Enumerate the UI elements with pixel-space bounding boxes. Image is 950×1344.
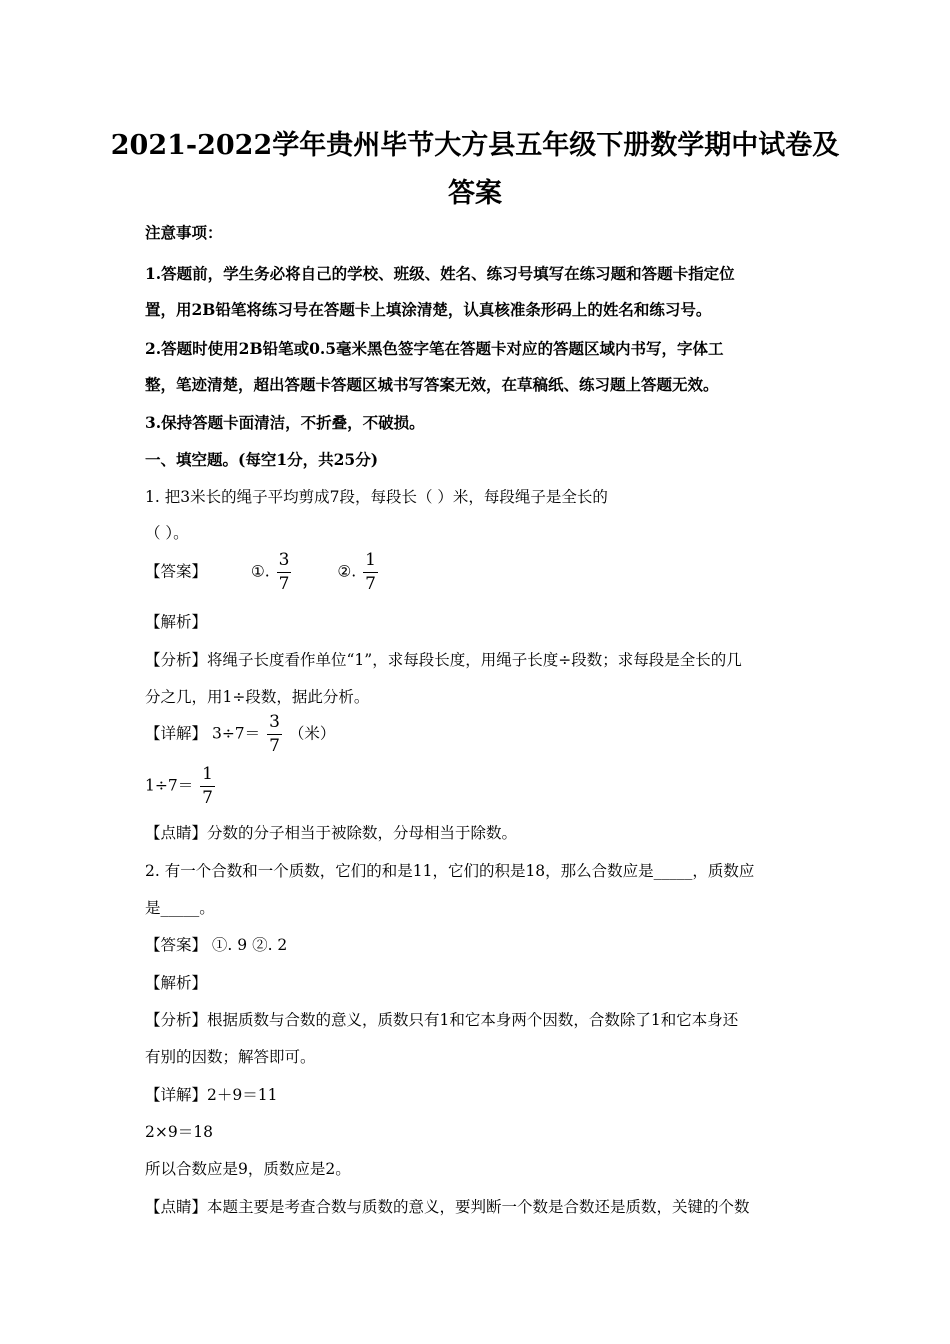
xiangjie-tag: 【详解】: [145, 724, 208, 743]
answer-mark-2: ②.: [337, 562, 357, 581]
calc-2-fraction: [200, 766, 215, 807]
answer-fraction-1: [277, 552, 292, 593]
notice-item-1-line-1: 1.答题前，学生务必将自己的学校、班级、姓名、练习号填写在练习题和答题卡指定位: [145, 264, 735, 283]
answer-fraction-2: [363, 552, 378, 593]
xiangjie-expression: 3÷7＝: [211, 724, 261, 743]
question-2-fenxi-line-2: 有别的因数；解答即可。: [145, 1048, 316, 1066]
question-1-fenxi-line-1: 【分析】将绳子长度看作单位“1”，求每段长度，用绳子长度÷段数；求每段是全长的几: [145, 651, 742, 669]
question-2-line-2: 是_____。: [145, 899, 215, 917]
answer-fraction-2-numerator: 1: [363, 552, 378, 573]
answer-fraction-1-numerator: 3: [277, 552, 292, 573]
notice-item-3: 3.保持答题卡面清洁，不折叠，不破损。: [145, 413, 425, 432]
document-title-line-1: 2021-2022学年贵州毕节大方县五年级下册数学期中试卷及: [110, 130, 840, 161]
question-2-line-1: 2. 有一个合数和一个质数，它们的和是11，它们的积是18，那么合数应是_____，质数应: [145, 862, 755, 880]
answer-mark-1: ①.: [250, 562, 270, 581]
notice-item-2-line-1: 2.答题时使用2B铅笔或0.5毫米黑色签字笔在答题卡对应的答题区域内书写，字体工: [145, 339, 724, 358]
calc-2-fraction-numerator: 1: [200, 766, 215, 787]
notice-item-2-line-2: 整，笔迹清楚，超出答题卡答题区城书写答案无效，在草稿纸、练习题上答题无效。: [145, 375, 719, 394]
question-2-analysis-tag: 【解析】: [145, 974, 208, 992]
notice-item-1-line-2: 置，用2B铅笔将练习号在答题卡上填涂清楚，认真核准条形码上的姓名和练习号。: [145, 300, 712, 319]
calc-2-fraction-denominator: 7: [202, 788, 213, 808]
question-1-line-1: 1. 把3米长的绳子平均剪成7段，每段长（ ）米，每段绳子是全长的: [145, 488, 608, 506]
xiangjie-fraction-numerator: 3: [267, 714, 282, 735]
question-2-calc-2: 2×9＝18: [145, 1123, 213, 1141]
question-2-conclusion: 所以合数应是9，质数应是2。: [145, 1160, 351, 1178]
notice-heading: 注意事项：: [145, 223, 223, 242]
answer-fraction-2-denominator: 7: [365, 574, 376, 594]
question-1-fenxi-line-2: 分之几，用1÷段数，据此分析。: [145, 688, 370, 706]
xiangjie-fraction-denominator: 7: [269, 736, 280, 756]
question-1-line-2: （ ）。: [145, 524, 189, 542]
question-1-answer: [145, 552, 380, 593]
question-2-xiangjie: 【详解】2＋9＝11: [145, 1086, 278, 1104]
question-2-answer: 【答案】 ①. 9 ②. 2: [145, 936, 288, 954]
xiangjie-unit: （米）: [288, 724, 336, 743]
question-1-dianjing: 【点睛】分数的分子相当于被除数，分母相当于除数。: [145, 824, 518, 842]
section-heading: 一、填空题。(每空1分，共25分): [145, 450, 379, 469]
question-1-xiangjie: [145, 714, 335, 755]
question-1-analysis-tag: 【解析】: [145, 613, 208, 631]
xiangjie-fraction: [267, 714, 282, 755]
question-2-dianjing: 【点睛】本题主要是考查合数与质数的意义，要判断一个数是合数还是质数，关键的个数: [145, 1198, 750, 1216]
answer-fraction-1-denominator: 7: [278, 574, 290, 594]
question-1-calc-2: [145, 766, 217, 807]
answer-tag: 【答案】: [145, 562, 208, 581]
calc-2-expression: 1÷7＝: [145, 776, 194, 795]
document-title-line-2: 答案: [448, 178, 502, 209]
question-2-fenxi-line-1: 【分析】根据质数与合数的意义，质数只有1和它本身两个因数，合数除了1和它本身还: [145, 1011, 739, 1029]
